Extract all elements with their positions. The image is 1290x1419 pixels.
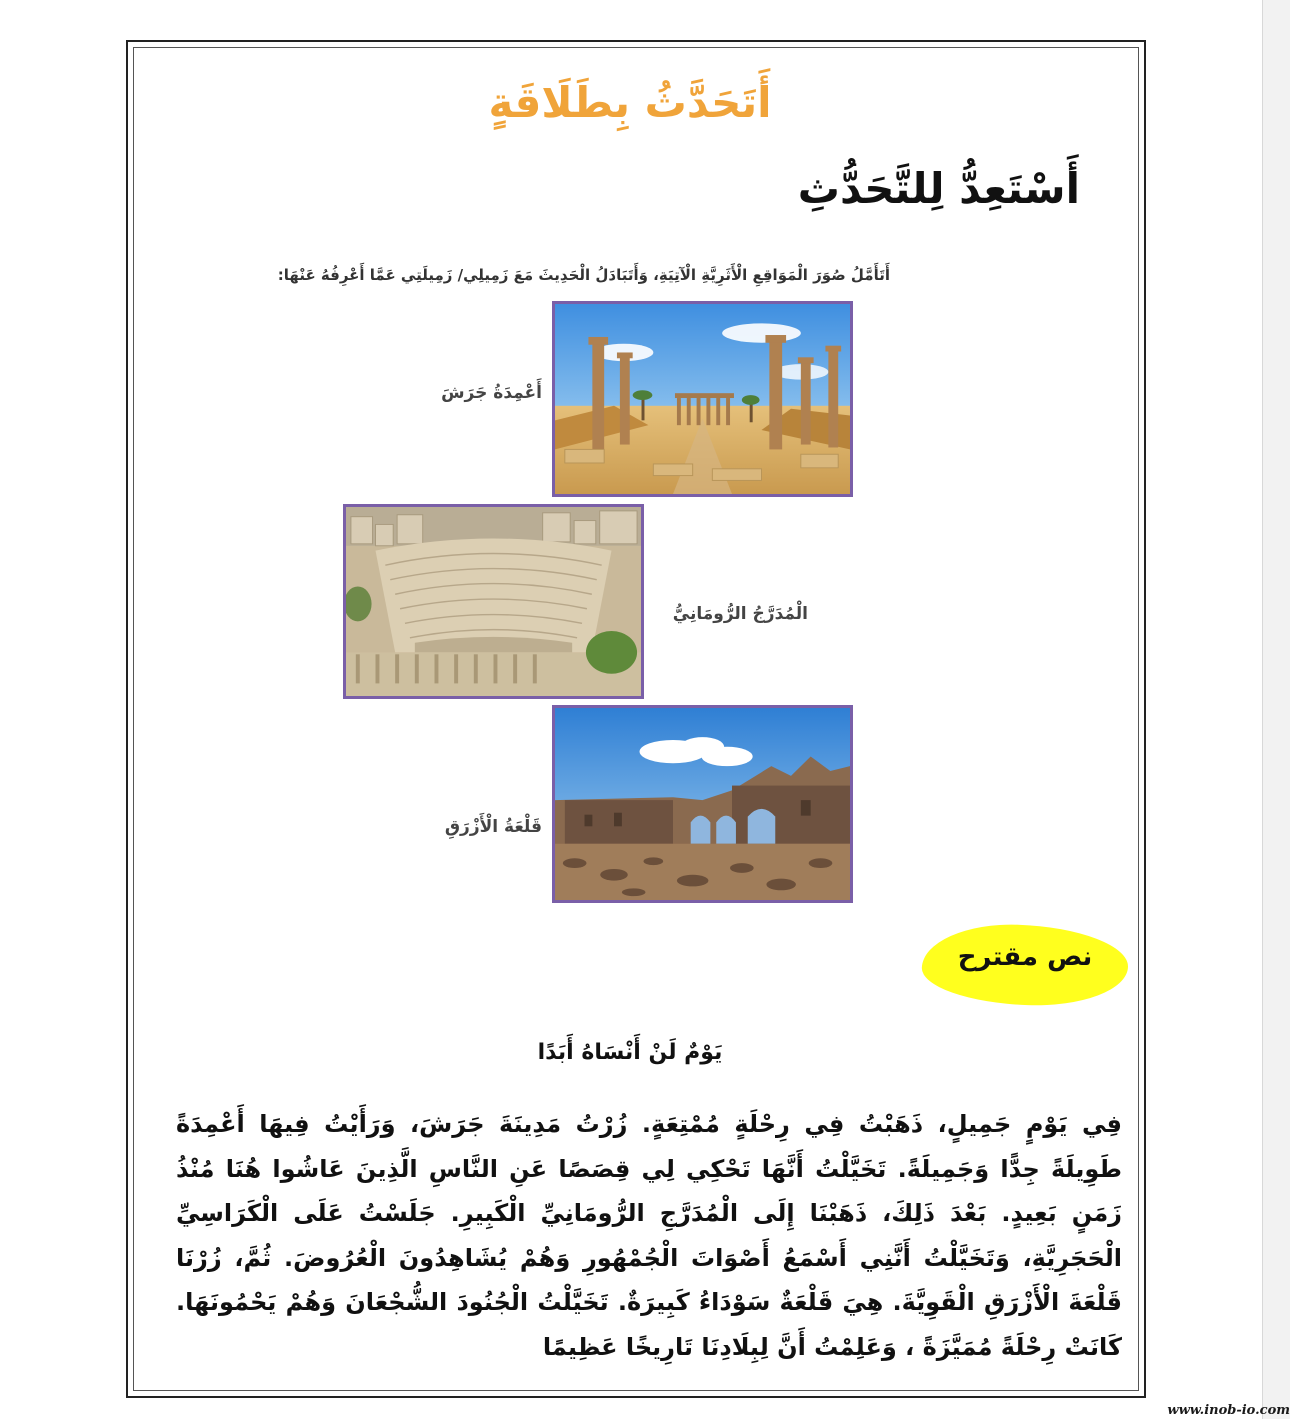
page-edge-strip bbox=[1262, 0, 1290, 1419]
roman-amphitheater-image bbox=[343, 504, 644, 699]
azraq-castle-image bbox=[552, 705, 853, 903]
site-caption-jerash: أَعْمِدَةُ جَرَشَ bbox=[441, 383, 542, 403]
section-subtitle: أَسْتَعِدُّ لِلتَّحَدُّثِ bbox=[797, 164, 1080, 213]
jerash-columns-image bbox=[552, 301, 853, 497]
story-paragraph: فِي يَوْمٍ جَمِيلٍ، ذَهَبْتُ فِي رِحْلَةٍ مُمْتِعَةٍ. زُرْتُ مَدِينَةَ جَرَشَ، وَرَأَيْتُ فِيهَا أَعْمِدَةً طَوِيلَةً جِدًّا وَجَمِيلَةً. تَخَيَّلْتُ أَنَّهَا تَحْكِي لِي قِصَصًا عَنِ النَّاسِ الَّذِينَ عَاشُوا هُنَا مُنْذُ زَمَنٍ بَعِيدٍ. بَعْدَ ذَلِكَ، ذَهَبْنَا إِلَى الْمُدَرَّجِ الرُّومَانِيِّ الْكَبِيرِ. جَلَسْتُ عَلَى الْكَرَاسِيِّ الْحَجَرِيَّةِ، وَتَخَيَّلْتُ أَنَّنِي أَسْمَعُ أَصْوَاتَ الْجُمْهُورِ وَهُمْ يُشَاهِدُونَ الْعُرُوضَ. ثُمَّ، زُرْنَا قَلْعَةَ الْأَزْرَقِ الْقَوِيَّةَ. هِيَ قَلْعَةٌ سَوْدَاءُ كَبِيرَةٌ. تَخَيَّلْتُ الْجُنُودَ الشُّجْعَانَ وَهُمْ يَحْمُونَهَا. كَانَتْ رِحْلَةً مُمَيَّزَةً ، وَعَلِمْتُ أَنَّ لِبِلَادِنَا تَارِيخًا عَظِيمًا bbox=[176, 1110, 1122, 1361]
site-caption-azraq: قَلْعَةُ الْأَزْرَقِ bbox=[444, 817, 542, 837]
site-watermark: www.inob-io.com bbox=[1167, 1403, 1290, 1418]
story-title: يَوْمٌ لَنْ أَنْسَاهُ أَبَدًا bbox=[537, 1040, 723, 1065]
lesson-title: أَتَحَدَّثُ بِطَلَاقَةٍ bbox=[488, 78, 772, 127]
suggested-text-label: نص مقترح bbox=[957, 942, 1093, 972]
site-caption-amphitheater: الْمُدَرَّجُ الرُّومَانِيُّ bbox=[672, 604, 808, 624]
instruction-text: أَتَأَمَّلُ صُوَرَ الْمَوَاقِعِ الْأَثَرِيَّةِ الْآتِيَةِ، وَأَتَبَادَلُ الْحَدِيثَ مَعَ زَمِيلِي/ زَمِيلَتِي عَمَّا أَعْرِفُهُ عَنْهَا: bbox=[277, 266, 890, 284]
